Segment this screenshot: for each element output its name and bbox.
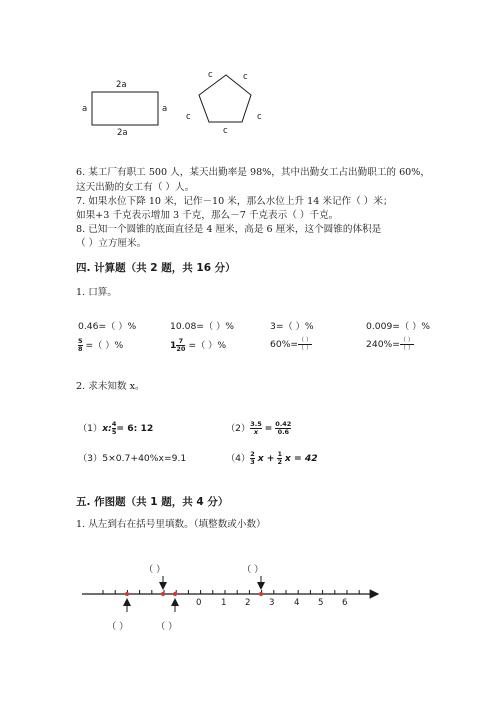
pentagon-label: c bbox=[257, 112, 262, 122]
fraction: $\frac{5}{8}$ bbox=[78, 337, 83, 353]
q8-line1: 8. 已知一个圆锥的底面直径是 4 厘米，高是 6 厘米，这个圆锥的体积是 bbox=[76, 224, 382, 235]
s4-q1-title: 1. 口算。 bbox=[76, 287, 117, 298]
fraction: $\frac{2}{3}$ bbox=[250, 450, 255, 466]
oral-calc-item: 3=（ ）% bbox=[270, 321, 314, 332]
equation-4: （4） $\frac{2}{3}$ x + $\frac{1}{2}$ x = 42 bbox=[226, 450, 318, 466]
rect-label-right: a bbox=[162, 104, 168, 114]
s5-q1-title: 1. 从左到右在括号里填数。（填整数或小数） bbox=[76, 519, 266, 530]
pentagon-label: c bbox=[243, 72, 248, 82]
answer-paren-bottom: （ ） bbox=[156, 621, 178, 632]
equation-1: （1）x: $\frac{4}{5}$ = 6: 12 bbox=[78, 420, 154, 436]
rect-label-left: a bbox=[82, 104, 88, 114]
rect-label-top: 2a bbox=[116, 80, 127, 90]
section4-title: 四. 计算题（共 2 题，共 16 分） bbox=[76, 262, 236, 274]
tick-label: 1 bbox=[221, 598, 227, 608]
q6-line1: 6. 某工厂有职工 500 人，某天出勤率是 98%，其中出勤女工占出勤职工的 60%， bbox=[76, 167, 430, 178]
fraction: $\frac{1}{2}$ bbox=[277, 450, 282, 466]
q7-line2: 如果+3 千克表示增加 3 千克，那么－7 千克表示（ ）千克。 bbox=[76, 210, 339, 221]
tick-label: 3 bbox=[269, 598, 275, 608]
tick-label: 2 bbox=[245, 598, 251, 608]
pentagon-label: c bbox=[208, 70, 213, 80]
marked-point bbox=[161, 592, 165, 596]
answer-paren-bottom: （ ） bbox=[107, 621, 129, 632]
oral-calc-item: 0.009=（ ）% bbox=[366, 321, 431, 332]
tick-label: 5 bbox=[318, 598, 324, 608]
fraction: $\frac{7}{20}$ bbox=[176, 337, 186, 353]
fraction: $\frac{0.42}{0.6}$ bbox=[275, 420, 292, 436]
oral-calc-item: 240%= $\frac{( )}{( )}$ bbox=[366, 337, 414, 352]
fraction: $\frac{3.5}{x}$ bbox=[250, 420, 262, 436]
oral-calc-item: $\frac{5}{8}$ =（ ）% bbox=[78, 337, 124, 353]
pentagon-label: c bbox=[223, 126, 228, 136]
oral-calc-item: 1 $\frac{7}{20}$ =（ ）% bbox=[170, 337, 227, 353]
marked-point bbox=[259, 592, 263, 596]
answer-paren-top: （ ） bbox=[242, 564, 264, 575]
tick-label: 0 bbox=[196, 598, 202, 608]
rectangle-figure bbox=[92, 92, 158, 125]
pentagon-figure bbox=[199, 75, 251, 122]
rect-label-bottom: 2a bbox=[117, 128, 128, 138]
fraction: $\frac{( )}{( )}$ bbox=[399, 337, 414, 352]
equation-3: （3）5×0.7+40%x=9.1 bbox=[78, 453, 187, 464]
fraction: $\frac{4}{5}$ bbox=[111, 420, 117, 436]
tick-label: 6 bbox=[342, 598, 348, 608]
tick-label: 4 bbox=[294, 598, 300, 608]
q8-line2: （ ）立方厘米。 bbox=[76, 238, 147, 249]
fraction: $\frac{( )}{( )}$ bbox=[298, 337, 313, 352]
marked-point bbox=[173, 592, 177, 596]
pentagon-label: c bbox=[186, 112, 191, 122]
oral-calc-item: 0.46=（ ）% bbox=[78, 321, 137, 332]
oral-calc-item: 10.08=（ ）% bbox=[170, 321, 235, 332]
q7-line1: 7. 如果水位下降 10 米，记作－10 米，那么水位上升 14 米记作（ ）米； bbox=[76, 196, 393, 207]
s4-q2-title: 2. 求未知数 x。 bbox=[76, 381, 145, 392]
section5-title: 五. 作图题（共 1 题，共 4 分） bbox=[76, 496, 229, 508]
answer-paren-top: （ ） bbox=[144, 564, 166, 575]
oral-calc-item: 60%= $\frac{( )}{( )}$ bbox=[270, 337, 313, 352]
figures-area bbox=[70, 65, 270, 140]
equation-2: （2） $\frac{3.5}{x}$ = $\frac{0.42}{0.6}$ bbox=[226, 420, 292, 436]
marked-point bbox=[125, 592, 129, 596]
q6-line2: 这天出勤的女工有（ ）人。 bbox=[76, 182, 195, 193]
